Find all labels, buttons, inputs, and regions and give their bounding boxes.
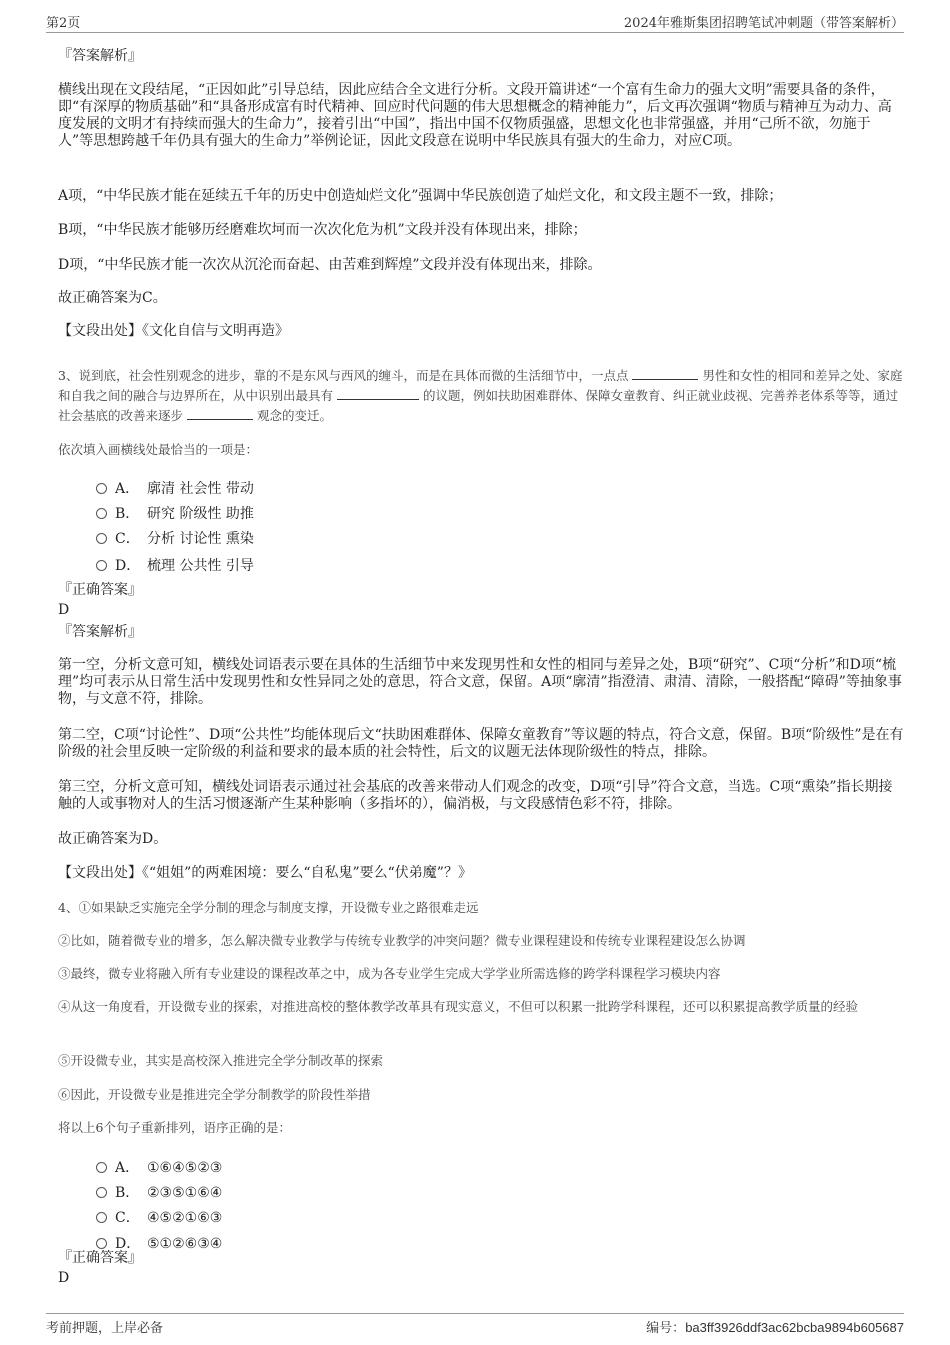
q3-source: 【文段出处】《“姐姐”的两难困境：要么“自私鬼”要么“伏弟魔”？》 (58, 865, 472, 881)
q4-prompt: 将以上6个句子重新排列，语序正确的是： (58, 1120, 291, 1135)
document-title: 2024年雅斯集团招聘笔试冲刺题（带答案解析） (623, 16, 904, 31)
q3-option-b[interactable]: B． 研究 阶级性 助推 (96, 503, 254, 523)
q3-stem-part2: 男性和女性的相同和差异之处、家庭和自我之间的融合与边界所在，从中识别出最具有 (58, 368, 903, 403)
footer-code: 编号：ba3ff3926ddf3ac62bcba9894b605687 (646, 1320, 904, 1336)
q2-conclusion: 故正确答案为C。 (58, 290, 167, 306)
q3-analysis-label: 『答案解析』 (58, 624, 142, 640)
q3-analysis-p3: 第三空，分析文意可知，横线处词语表示通过社会基底的改善来带动人们观念的改变，D项“引导”符合文意，当选。C项“熏染”指长期接触的人或事物对人的生活习惯逐渐产生某种影响（多指坏的），偏消极，与文段感情色彩不符，排除。 (58, 779, 893, 812)
document-code: ba3ff3926ddf3ac62bcba9894b605687 (685, 1320, 904, 1335)
q4-answer-label: 『正确答案』 (58, 1250, 142, 1266)
radio-icon[interactable] (96, 483, 107, 494)
q4-sentence-6: ⑥因此，开设微专业是推进完全学分制教学的阶段性举措 (58, 1087, 371, 1102)
q3-stem (58, 366, 904, 426)
q3-blank-1 (632, 367, 698, 380)
radio-icon[interactable] (96, 533, 107, 544)
radio-icon[interactable] (96, 560, 107, 571)
q3-conclusion: 故正确答案为D。 (58, 831, 168, 847)
q3-stem-part3: 的议题，例如扶助困难群体、保障女童教育、纠正就业歧视、完善养老体系等等，通过社会基底的改善来逐步 (58, 388, 898, 423)
radio-icon[interactable] (96, 1162, 107, 1173)
q2-analysis-paragraph: 横线出现在文段结尾，“正因如此”引导总结，因此应结合全文进行分析。文段开篇讲述“一个富有生命力的强大文明”需要具备的条件，即“有深厚的物质基础”和“具备形成富有时代精神、回应时代问题的伟大思想概念的精神能力”，后文再次强调“物质与精神互为动力、高度发展的文明才有持续而强大的生命力”，接着引出“中国”，指出中国不仅物质强盛，思想文化也非常强盛，并用“己所不欲，勿施于人”等思想跨越千年仍具有强大的生命力”举例论证，因此文段意在说明中华民族具有强大的生命力，对应C项。 (58, 82, 892, 149)
q2-analysis-option-b: B项，“中华民族才能够历经磨难坎坷而一次次化危为机”文段并没有体现出来，排除； (58, 222, 587, 238)
q4-sentence-4: ④从这一角度看，开设微专业的探索，对推进高校的整体教学改革具有现实意义，不但可以积累一批跨学科课程，还可以积累提高教学质量的经验 (58, 999, 859, 1014)
q4-sentence-3: ③最终，微专业将融入所有专业建设的课程改革之中，成为各专业学生完成大学学业所需选修的跨学科课程学习模块内容 (58, 966, 721, 981)
radio-icon[interactable] (96, 1187, 107, 1198)
q3-blank-2 (337, 387, 419, 400)
q3-option-d[interactable]: D． 梳理 公共性 引导 (96, 555, 254, 575)
q3-blank-3 (187, 407, 253, 420)
radio-icon[interactable] (96, 508, 107, 519)
page-header (46, 12, 904, 33)
q2-analysis-option-d: D项，“中华民族才能一次次从沉沦而奋起、由苦难到辉煌”文段并没有体现出来，排除。 (58, 257, 602, 273)
q3-stem-part1: 3、说到底，社会性别观念的进步，靠的不是东风与西风的缠斗，而是在具体而微的生活细节中，一点点 (58, 368, 629, 383)
q4-option-b[interactable]: B． ②③⑤①⑥④ (96, 1182, 222, 1202)
q3-analysis-p2: 第二空，C项“讨论性”、D项“公共性”均能体现后文“扶助困难群体、保障女童教育”等议题的特点，符合文意，保留。B项“阶级性”是在有阶级的社会里反映一定阶级的利益和要求的最本质的社会特性，后文的议题无法体现阶级性的特点，排除。 (58, 727, 904, 760)
q3-analysis-p1: 第一空，分析文意可知，横线处词语表示要在具体的生活细节中来发现男性和女性的相同与差异之处，B项“研究”、C项“分析”和D项“梳理”均可表示从日常生活中发现男性和女性异同之处的意思，符合文意，保留。A项“廓清”指澄清、肃清、清除，一般搭配“障碍”等抽象事物，与文意不符，排除。 (58, 657, 902, 707)
q4-option-d[interactable]: D． ⑤①②⑥③④ (96, 1233, 222, 1253)
radio-icon[interactable] (96, 1212, 107, 1223)
q3-answer: D (58, 602, 70, 618)
q3-option-a[interactable]: A． 廓清 社会性 带动 (96, 478, 254, 498)
page-footer (46, 1313, 904, 1338)
q2-source: 【文段出处】《文化自信与文明再造》 (58, 323, 289, 339)
q2-analysis-option-a: A项，“中华民族才能在延续五千年的历史中创造灿烂文化”强调中华民族创造了灿烂文化，和文段主题不一致，排除； (58, 188, 783, 204)
radio-icon[interactable] (96, 1238, 107, 1249)
footer-slogan: 考前押题，上岸必备 (46, 1321, 164, 1336)
q4-sentence-2: ②比如，随着微专业的增多，怎么解决微专业教学与传统专业教学的冲突问题？微专业课程建设和传统专业课程建设怎么协调 (58, 933, 746, 948)
q4-sentence-5: ⑤开设微专业，其实是高校深入推进完全学分制改革的探索 (58, 1053, 384, 1068)
q3-answer-label: 『正确答案』 (58, 582, 142, 598)
q4-sentence-1: 4、①如果缺乏实施完全学分制的理念与制度支撑，开设微专业之路很难走远 (58, 900, 479, 915)
q4-option-a[interactable]: A． ①⑥④⑤②③ (96, 1157, 222, 1177)
q2-analysis-label: 『答案解析』 (58, 48, 142, 64)
q4-option-c[interactable]: C． ④⑤②①⑥③ (96, 1207, 222, 1227)
page-number: 第2页 (46, 16, 81, 31)
q3-stem-part4: 观念的变迁。 (256, 408, 332, 423)
q3-option-c[interactable]: C． 分析 讨论性 熏染 (96, 528, 254, 548)
q3-prompt: 依次填入画横线处最恰当的一项是： (58, 442, 259, 457)
q4-answer: D (58, 1270, 70, 1286)
